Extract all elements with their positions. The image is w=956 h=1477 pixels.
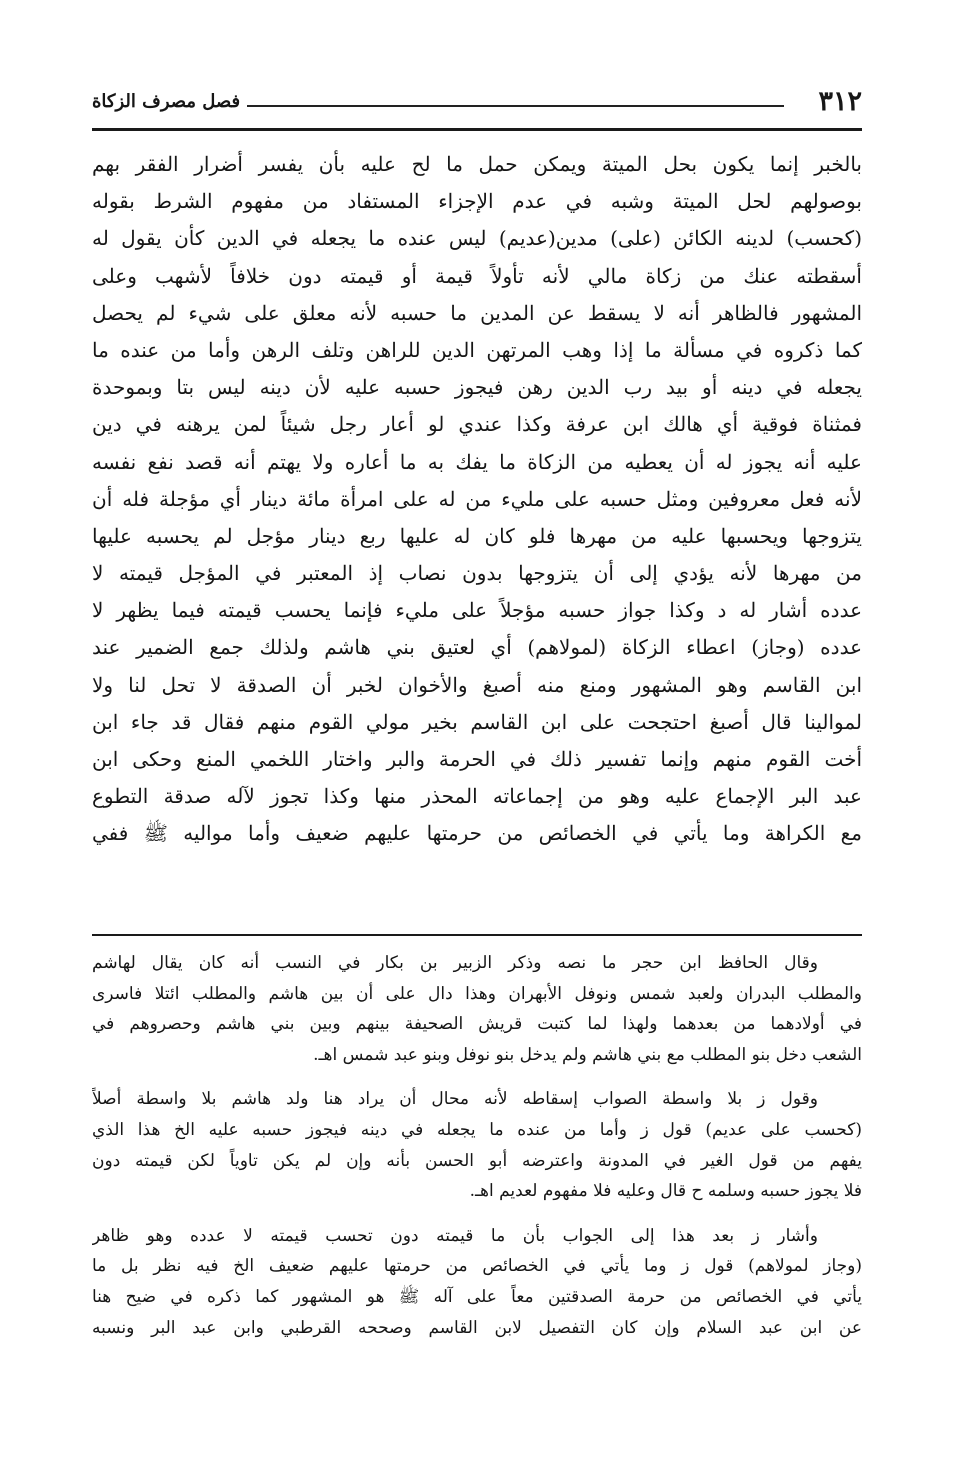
text-line: (كحسب) لدينه الكائن (على) مدين(عديم) ليس عنده ما يجعله في الدين كأن يقول له	[92, 226, 862, 251]
footnote-line: والمطلب البدران ولعبد شمس ونوفل الأبهران وهذا دال على أن بين هاشم والمطلب ائتلا فاسرى	[92, 983, 862, 1004]
footnote-paragraph	[92, 1084, 862, 1206]
footnote-line: يأتي في الخصائص من حرمة الصدقتين معاً على آله ﷺ هو المشهور كما ذكره في ضيح هنا	[92, 1286, 862, 1307]
main-text	[92, 146, 862, 853]
text-line: بالخبر إنما يكون بحل الميتة ويمكن حمل ما لح عليه بأن يفسر أضرار الفقر بهم	[92, 152, 862, 176]
text-line: عبد البر الإجماع عليه وهو من إجماعاته المحذر منها وكذا تجوز لآله صدقة التطوع	[92, 784, 862, 809]
text-line: بوصولهم لحل الميتة وشبه في عدم الإجزاء المستفاد من مفهوم الشرط بقوله	[92, 189, 862, 214]
text-line: أخت القوم منهم وإنما تفسير ذلك في الحرمة والبر واختار اللخمي المنع وحكى ابن	[92, 747, 862, 771]
text-line: لأنه فعل معروفين ومثل حسبه على مليء من له على امرأة مائة دينار أي مؤجلة فله أن	[92, 486, 862, 511]
header-rule	[92, 128, 862, 131]
footnote-line: وقال الحافظ ابن حجر ما نصه وذكر الزبير بن بكار في النسب أنه كان يقال لهاشم	[92, 953, 818, 973]
footnote-paragraph	[92, 1221, 862, 1343]
footnote-line: وقول ز بلا واسطة الصواب إسقاطه لأنه محال أن يراد هنا ولد هاشم بلا واسطة أصلاً	[92, 1089, 818, 1110]
footnote-separator	[92, 934, 862, 936]
page-header	[92, 85, 862, 125]
chapter-title: فصل مصرف الزكاة	[92, 91, 241, 112]
footnotes	[92, 948, 862, 1343]
header-dash-line	[247, 105, 784, 107]
text-line: لموالينا قال أصبغ احتجحت على ابن القاسم بخير مولي القوم منهم فقال قد جاء ابن	[92, 709, 862, 734]
text-line: المشهور فالظاهر أنه لا يسقط عن المدين ما حسبه لأنه معلق على شيء لم يحصل	[92, 300, 862, 325]
footnote-line: في أولادهما من بعدهما ولهذا لما كتبت قريش الصحيفة بينهم وبين بني هاشم وحصروهم في	[92, 1014, 862, 1035]
footnote-line: عن ابن عبد السلام وإن كان التفصيل لابن القاسم وصححه القرطبي وابن عبد البر ونسبه	[92, 1317, 862, 1338]
text-line: كما ذكروه في مسألة ما إذا وهب المرتهن الدين للراهن وتلف الرهن وأما من عنده ما	[92, 337, 862, 362]
text-line: فمثناة فوقية أي هالك ابن عرفة وكذا عندي لو أعار رجل شيئاً لمن يرهنه في دين	[92, 412, 862, 437]
footnote-line: (وجاز لمولاهم) قول ز وما يأتي في الخصائص من حرمتها عليهم ضعيف الخ فيه نظر بل ما	[92, 1256, 862, 1277]
footnote-line: يفهم من قول الغير في المدونة واعترضه أبو الحسن بأنه وإن لم يكن تاوياً لكن قيمته دون	[92, 1150, 862, 1171]
text-line: عليه أنه يجوز له أن يعطيه من الزكاة ما يفك به ما أعاره ولا يهتم أنه قصد نفع نفسه	[92, 449, 862, 474]
text-line: أسقطته عنك من زكاة مالي لأنه تأولاً قيمة أو قيمته دون خلافاً لأشهب وعلى	[92, 263, 862, 288]
text-line: يجعله في دينه أو بيد رب الدين رهن فيجوز حسبه عليه لأن دينه ليس بتا وبموحدة	[92, 375, 862, 400]
page-number: ٣١٢	[818, 86, 862, 117]
text-line: عدده (وجاز) اعطاء الزكاة (لمولاهم) أي لعتيق بني هاشم ولذلك جمع الضمير عند	[92, 635, 862, 660]
text-line: مع الكراهة وما يأتي في الخصائص من حرمتها عليهم ضعيف وأما مواليه ﷺ ففي	[92, 821, 862, 846]
text-line: عدده أشار له د وكذا جواز حسبه مؤجلاً على مليء فإنما يحسب قيمته فيما يظهر لا	[92, 598, 862, 623]
footnote-line: (كحسب على عديم) قول ز وأما من عنده ما يجعله في دينه فيجوز حسبه عليه الخ هذا الذي	[92, 1119, 862, 1140]
footnote-line: وأشار ز بعد هذا إلى الجواب بأن ما قيمته دون تحسب قيمته لا عدده وهو ظاهر	[92, 1225, 818, 1246]
footnote-line: الشعب دخل بنو المطلب مع بني هاشم ولم يدخل بنو نوفل وبنو عبد شمس اهـ.	[313, 1044, 862, 1065]
text-line: من مهرها لأنه يؤدي إلى أن يتزوجها بدون نصاب إذ المعتبر في المؤجل قيمته لا	[92, 561, 862, 586]
text-line: يتزوجها ويحسبها عليه من مهرها فلو كان له عليها ربع دينار مؤجل لم يحسبه عليها	[92, 523, 862, 548]
footnote-paragraph	[92, 948, 862, 1070]
text-line: ابن القاسم وهو المشهور ومنع منه أصبغ والأخوان لخبر أن الصدقة لا تحل لنا ولا	[92, 672, 862, 697]
footnote-line: فلا يجوز حسبه وسلمه ح قال وعليه فلا مفهوم لعديم اهـ.	[469, 1181, 862, 1202]
